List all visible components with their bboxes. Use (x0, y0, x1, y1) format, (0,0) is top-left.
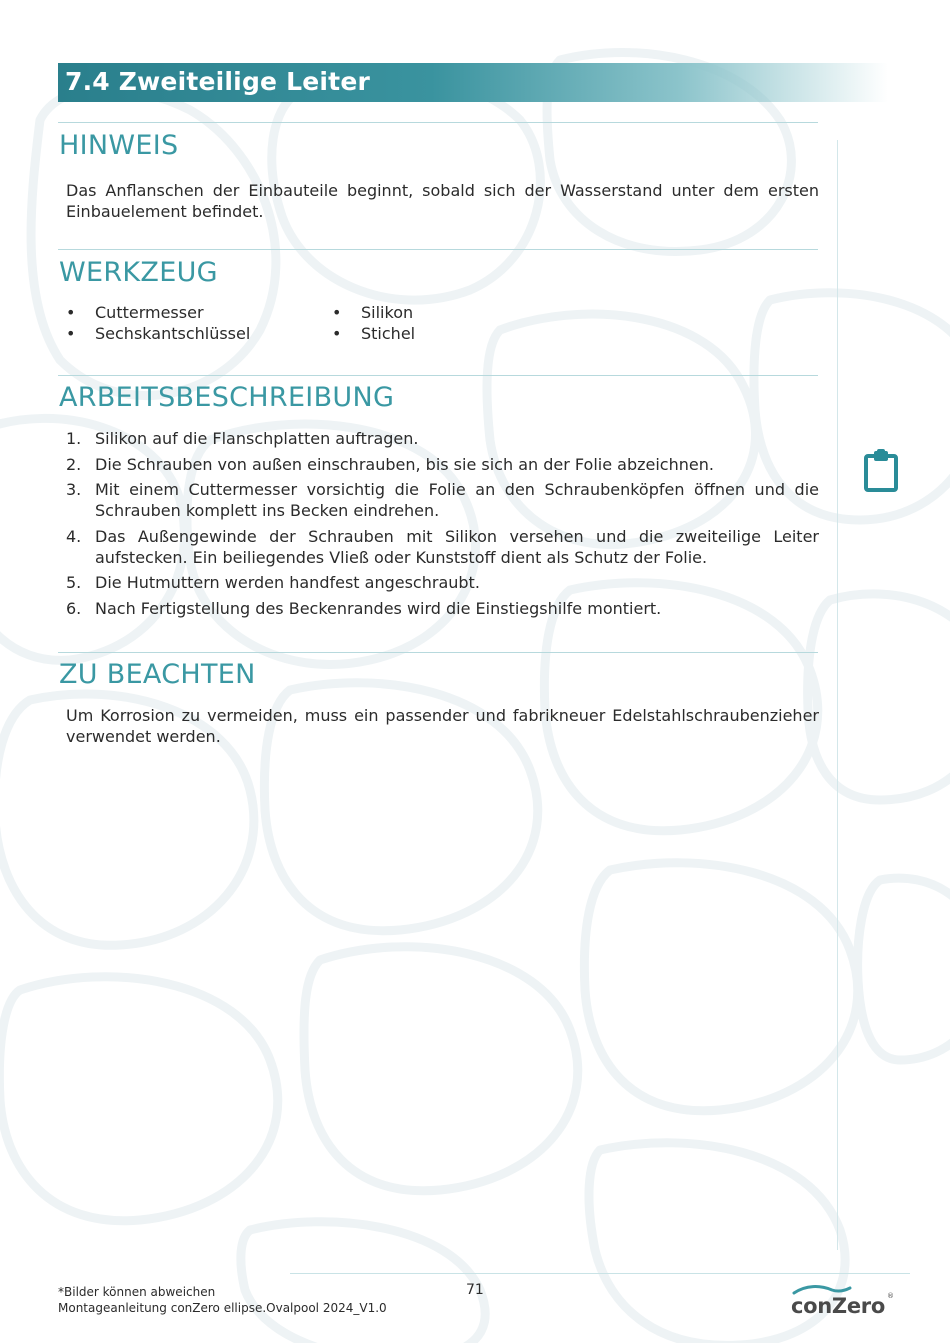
divider-werkzeug (58, 249, 818, 250)
step-text: Die Hutmuttern werden handfest angeschraubt. (95, 573, 480, 592)
conzero-logo (788, 1285, 898, 1321)
zu-beachten-text: Um Korrosion zu vermeiden, muss ein passender und fabrikneuer Edelstahlschraubenzieher verwendet werden. (66, 706, 819, 746)
hinweis-text: Das Anflanschen der Einbauteile beginnt, sobald sich der Wasserstand unter dem ersten Einbauelement befindet. (66, 181, 819, 221)
step-number: 3. (66, 480, 82, 499)
heading-zu-beachten: ZU BEACHTEN (59, 659, 256, 690)
page-number: 71 (466, 1282, 484, 1298)
step-text: Das Außengewinde der Schrauben mit Silikon versehen und die zweiteilige Leiter aufstecken. Ein beiliegendes Vließ oder Kunststoff dient als Schutz der Folie. (95, 527, 819, 567)
step-number: 5. (66, 573, 82, 592)
heading-hinweis: HINWEIS (59, 130, 179, 161)
logo-text: conZero (791, 1294, 885, 1318)
tool-label: Stichel (361, 324, 416, 343)
step-number: 6. (66, 599, 82, 618)
bullet-dot: • (66, 324, 76, 343)
step-number: 2. (66, 455, 82, 474)
right-margin-line (837, 140, 838, 1250)
bullet-dot: • (332, 324, 342, 343)
divider-zu-beachten (58, 652, 818, 653)
step-number: 4. (66, 527, 82, 546)
divider-hinweis (58, 122, 818, 123)
logo-registered-mark: ® (887, 1292, 894, 1300)
footer-image-note: *Bilder können abweichen (58, 1285, 216, 1299)
section-title: 7.4 Zweiteilige Leiter (65, 67, 370, 96)
footer-document-name: Montageanleitung conZero ellipse.Ovalpool 2024_V1.0 (58, 1301, 387, 1315)
step-text: Silikon auf die Flanschplatten auftragen. (95, 429, 419, 448)
bullet-dot: • (332, 303, 342, 322)
divider-arbeitsbeschreibung (58, 375, 818, 376)
bullet-dot: • (66, 303, 76, 322)
heading-werkzeug: WERKZEUG (59, 257, 218, 288)
clipboard-icon (863, 448, 899, 492)
step-text: Nach Fertigstellung des Beckenrandes wird die Einstiegshilfe montiert. (95, 599, 662, 618)
tool-label: Silikon (361, 303, 414, 322)
section-title-bar (58, 63, 888, 102)
step-text: Mit einem Cuttermesser vorsichtig die Folie an den Schraubenköpfen öffnen und die Schrauben komplett ins Becken eindrehen. (95, 480, 819, 520)
footer-divider (290, 1273, 910, 1274)
tool-label: Cuttermesser (95, 303, 204, 322)
step-number: 1. (66, 429, 82, 448)
tool-label: Sechskantschlüssel (95, 324, 251, 343)
heading-arbeitsbeschreibung: ARBEITSBESCHREIBUNG (59, 382, 395, 413)
step-text: Die Schrauben von außen einschrauben, bis sie sich an der Folie abzeichnen. (95, 455, 714, 474)
